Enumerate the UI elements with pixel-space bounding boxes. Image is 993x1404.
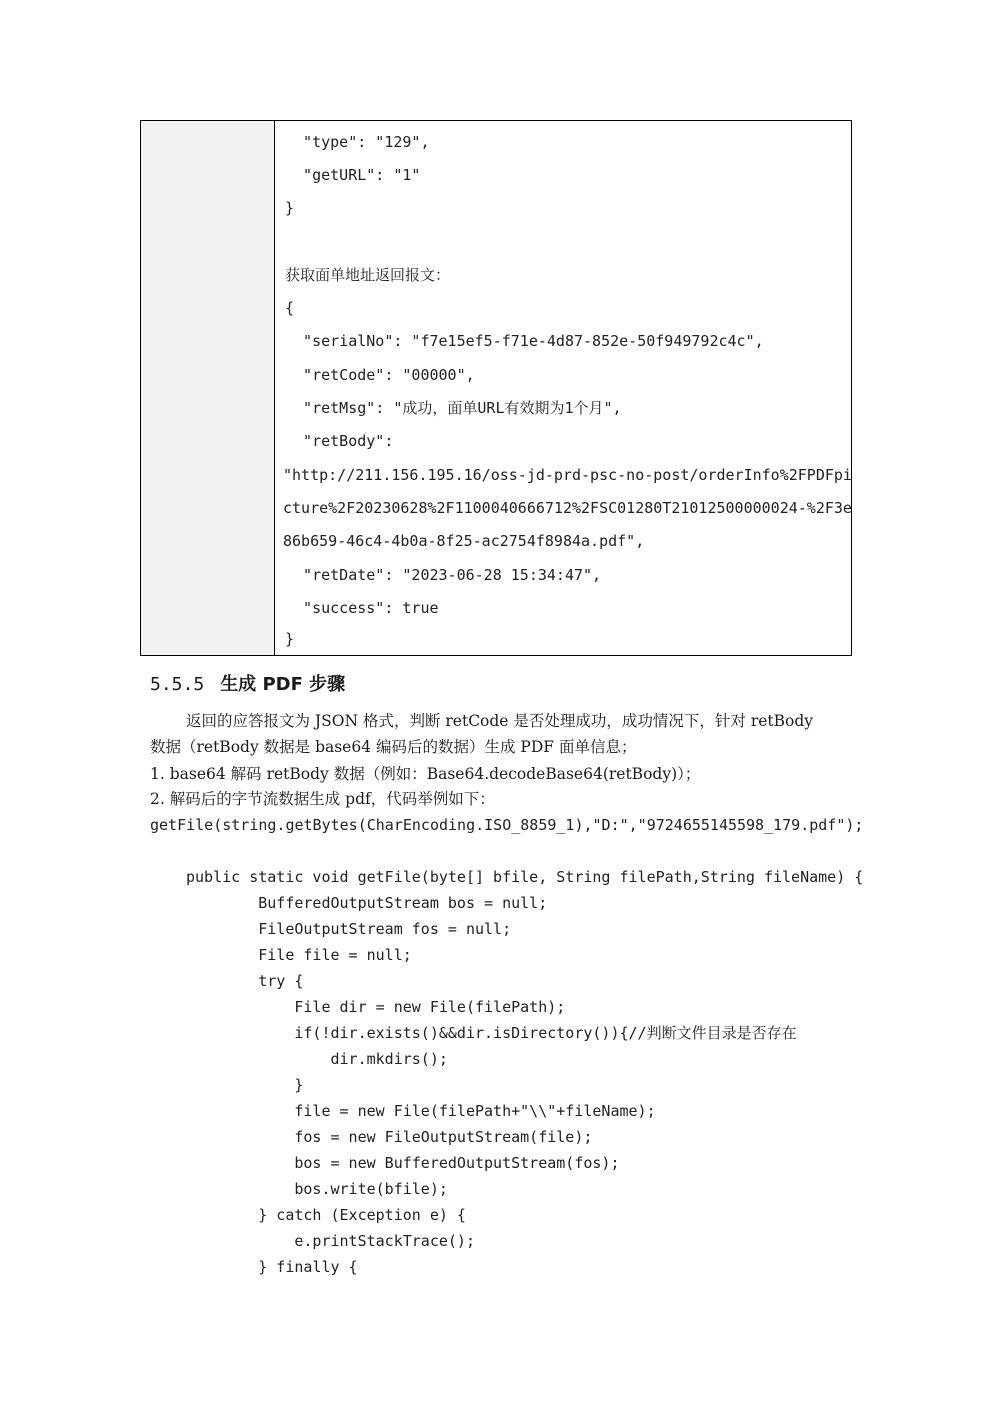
code-line: public static void getFile(byte[] bfile, String filePath,String fileName) {	[186, 868, 864, 886]
table-code-line: 获取面单地址返回报文：	[285, 266, 451, 284]
paragraph-line: 返回的应答报文为 JSON 格式，判断 retCode 是否处理成功，成功情况下，针对 retBody	[186, 712, 814, 730]
example-table	[140, 120, 852, 656]
table-code-line: "retDate": "2023-06-28 15:34:47",	[285, 566, 602, 584]
code-line: if(!dir.exists()&&dir.isDirectory()){//判断文件目录是否存在	[186, 1024, 797, 1042]
table-code-line: "http://211.156.195.16/oss-jd-prd-psc-no-post/orderInfo%2FPDFpi	[283, 466, 852, 484]
table-code-line: "retMsg": "成功，面单URL有效期为1个月",	[285, 399, 622, 417]
section-title: 生成 PDF 步骤	[220, 674, 346, 695]
code-line: File dir = new File(filePath);	[186, 998, 566, 1016]
table-code-line: cture%2F20230628%2F1100040666712%2FSC01280T21012500000024-%2F3e	[283, 499, 852, 517]
table-code-line: 86b659-46c4-4b0a-8f25-ac2754f8984a.pdf",	[283, 532, 645, 550]
code-line: FileOutputStream fos = null;	[186, 920, 512, 938]
list-item: 1. base64 解码 retBody 数据（例如：Base64.decodeBase64(retBody)）；	[150, 765, 701, 783]
table-code-line: }	[285, 199, 295, 217]
code-line: } finally {	[186, 1258, 358, 1276]
table-code-line: "getURL": "1"	[285, 166, 421, 184]
code-line: e.printStackTrace();	[186, 1232, 475, 1250]
table-code-line: {	[285, 299, 295, 317]
table-code-line: "type": "129",	[285, 133, 430, 151]
code-call-line: getFile(string.getBytes(CharEncoding.ISO_8859_1),"D:","9724655145598_179.pdf");	[150, 816, 864, 834]
code-line: BufferedOutputStream bos = null;	[186, 894, 548, 912]
table-code-line: "retBody":	[285, 432, 394, 450]
code-line: bos.write(bfile);	[186, 1180, 448, 1198]
code-line: dir.mkdirs();	[186, 1050, 448, 1068]
code-line: }	[186, 1076, 304, 1094]
table-code-line: "serialNo": "f7e15ef5-f71e-4d87-852e-50f949792c4c",	[285, 332, 764, 350]
code-line: bos = new BufferedOutputStream(fos);	[186, 1154, 620, 1172]
paragraph-line: 数据（retBody 数据是 base64 编码后的数据）生成 PDF 面单信息；	[150, 738, 637, 756]
table-code-line: }	[285, 630, 295, 648]
section-number: 5.5.5	[150, 674, 205, 695]
code-line: try {	[186, 972, 304, 990]
code-line: } catch (Exception e) {	[186, 1206, 466, 1224]
table-code-line: "success": true	[285, 599, 439, 617]
list-item: 2. 解码后的字节流数据生成 pdf，代码举例如下：	[150, 790, 495, 808]
section-heading	[150, 670, 345, 696]
table-code-cell	[275, 121, 851, 655]
code-line: fos = new FileOutputStream(file);	[186, 1128, 593, 1146]
code-line: File file = null;	[186, 946, 412, 964]
table-code-line: "retCode": "00000",	[285, 366, 475, 384]
code-line: file = new File(filePath+"\\"+fileName);	[186, 1102, 656, 1120]
table-label-cell	[141, 121, 275, 655]
